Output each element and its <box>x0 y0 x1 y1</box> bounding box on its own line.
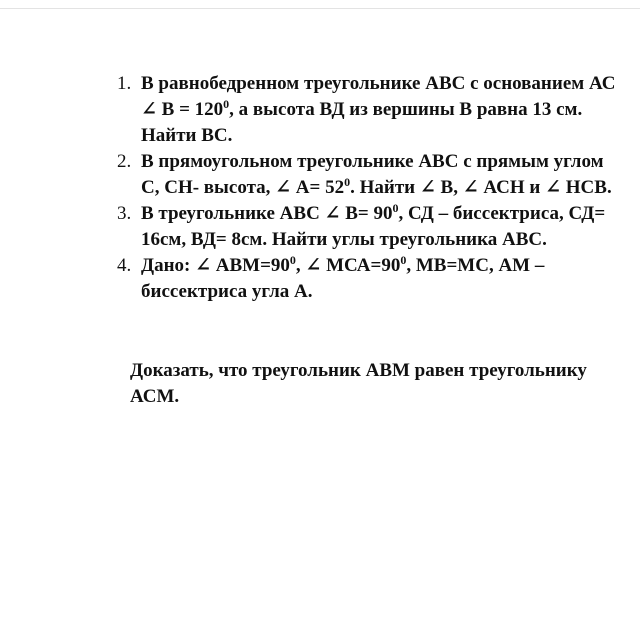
task-item-3 <box>117 201 617 253</box>
task-item-1 <box>117 71 617 149</box>
task-list <box>117 71 617 305</box>
task-text: Дано: ∠ $АВМ=90^0$, ∠ $МСА=90^0$, МВ=МС, АМ –биссектриса угла А. <box>141 253 545 302</box>
task-text: В прямоугольном треугольнике АВС с прямым углом С, СН- высота, ∠ $А= 52^0$. Найти ∠ В, ∠ АСН и ∠ НСВ. <box>141 151 612 198</box>
task-text: В треугольнике АВС ∠ $В= 90^0$, СД – биссектриса, СД= 16см, ВД= 8см. Найти углы треугольника АВС. <box>141 201 606 250</box>
task-item-2 <box>117 149 617 201</box>
task-item-4 <box>117 253 617 305</box>
task-number: 3. <box>117 203 132 224</box>
top-divider <box>0 8 640 9</box>
proof-statement: Доказать, что треугольник АВМ равен треугольнику АСМ. <box>130 360 587 407</box>
task-number: 4. <box>117 255 132 276</box>
task-number: 1. <box>117 73 132 94</box>
task-text: В равнобедренном треугольнике АВС с основанием АС ∠ $В = 120^0$, а высота ВД из вершины В равна 13 см. Найти ВС. <box>141 73 616 146</box>
task-number: 2. <box>117 151 132 172</box>
